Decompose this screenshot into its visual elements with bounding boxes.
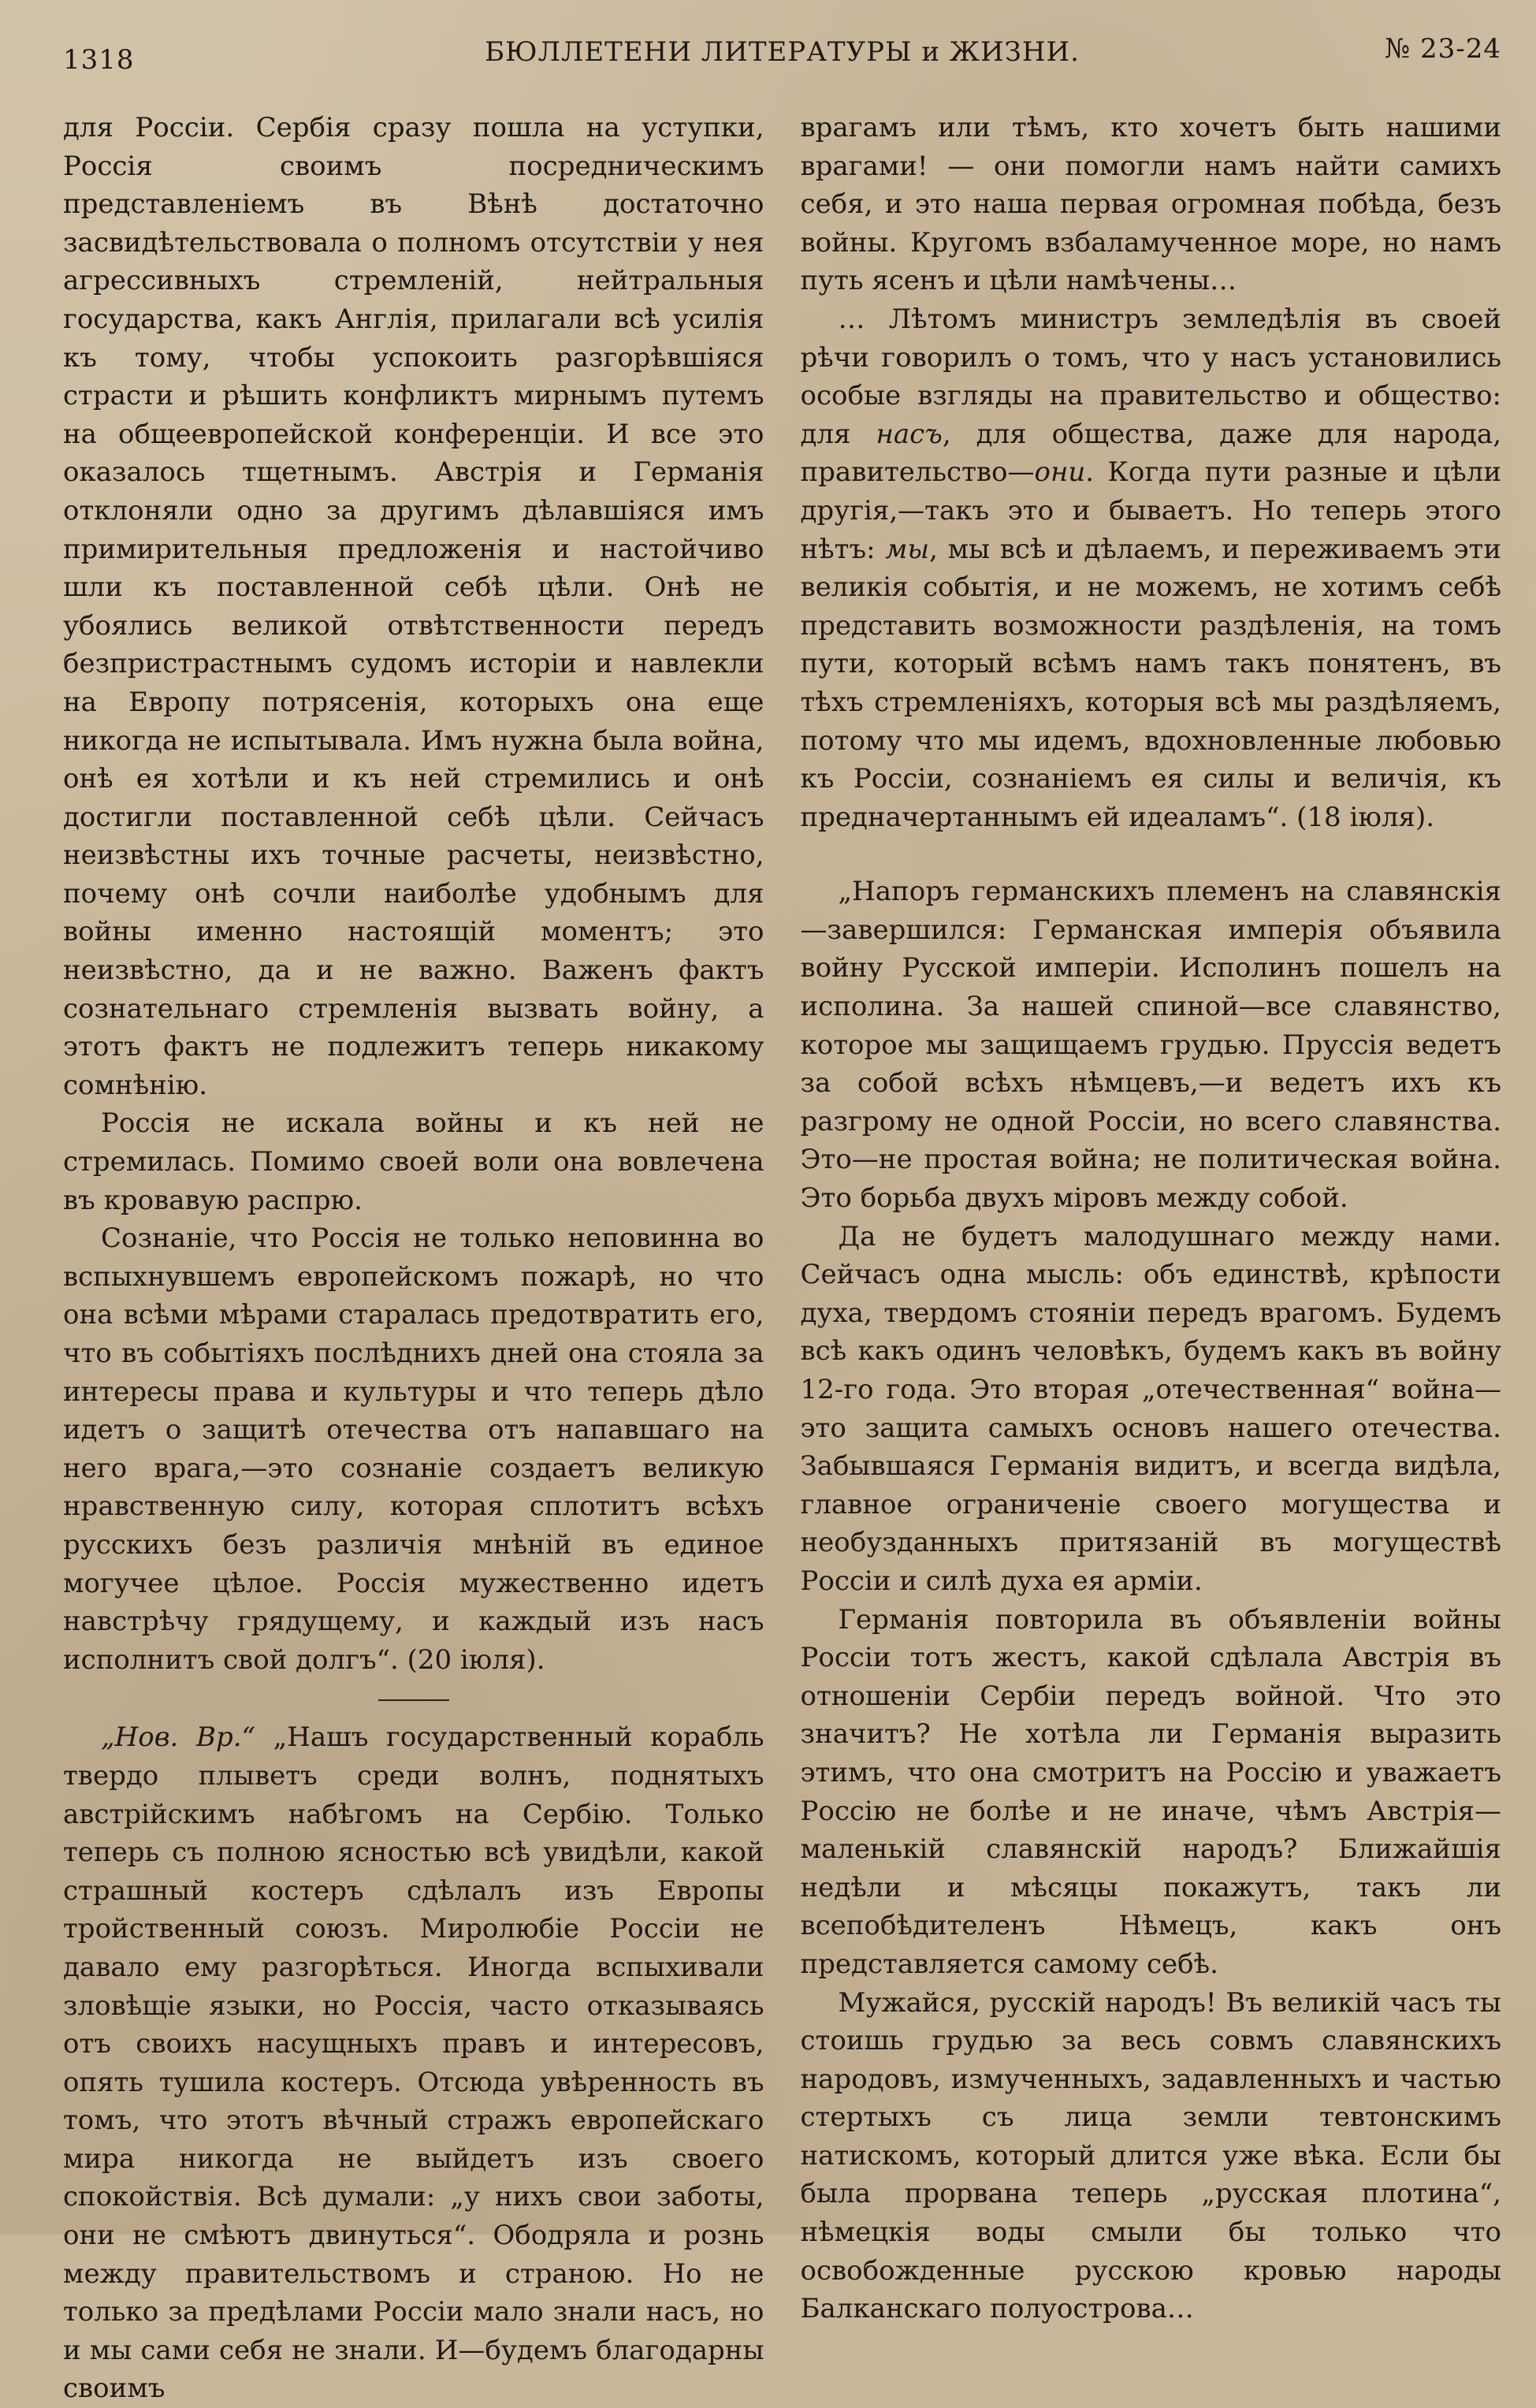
source-label-nov-vr: „Нов. Вр.“ — [101, 1721, 255, 1754]
left-paragraph-2: Россія не искала войны и къ ней не стремилась. Помимо своей воли она вовлечена въ кровавую распрю. — [63, 1107, 764, 1216]
running-head — [63, 30, 1501, 77]
right-paragraph-2 — [801, 300, 1502, 836]
left-paragraph-3: Сознаніе, что Россія не только неповинна во вспыхнувшемъ европейскомъ пожарѣ, но что она всѣми мѣрами старалась предотвратить его, что въ событіяхъ послѣднихъ дней она стояла за интересы права и культуры и что теперь дѣло идетъ о защитѣ отечества отъ напавшаго на него врага,—это сознаніе создаетъ великую нравственную силу, которая сплотитъ всѣхъ русскихъ безъ различія мнѣній въ единое могучее цѣлое. Россія мужественно идетъ навстрѣчу грядущему, и каждый изъ насъ исполнитъ свой долгъ“. (20 іюля). — [63, 1223, 764, 1676]
right-paragraph-6: Мужайся, русскій народъ! Въ великій часъ ты стоишь грудью за весь совмъ славянскихъ народовъ, измученныхъ, задавленныхъ и частью стертыхъ съ лица земли тевтонскимъ натискомъ, который длится уже вѣка. Если бы была прорвана теперь „русская плотина“, нѣмецкія воды смыли бы только что освобожденные русскою кровью народы Балканскаго полуострова… — [800, 1986, 1501, 2325]
left-paragraph-4-text: „Нашъ государственный корабль твердо плыветъ среди волнъ, поднятыхъ австрійскимъ набѣгомъ на Сербію. Только теперь съ полною ясностью всѣ увидѣли, какой страшный костеръ сдѣлалъ изъ Европы тройственный союзъ. Миролюбіе Россіи не давало ему разгорѣться. Иногда вспыхивали зловѣщіе языки, но Россія, часто отказываясь отъ своихъ насущныхъ правъ и интересовъ, опять тушила костеръ. Отсюда увѣренность въ томъ, что этотъ вѣчный стражъ европейскаго мира никогда не выйдетъ изъ своего спокойствія. Всѣ думали: „у нихъ свои заботы, они не смѣютъ двинуться“. Ободряла и рознь между правительствомъ и страною. Но не только за предѣлами Россіи мало знали насъ, но и мы сами себя не знали. И—будемъ благодарны своимъ — [63, 1721, 764, 2405]
right-paragraph-2-part-g: , мы всѣ и дѣлаемъ, и переживаемъ эти великія событія, и не можемъ, не хотимъ себѣ представить возможности раздѣленія, на томъ пути, который всѣмъ намъ такъ понятенъ, въ тѣхъ стремленіяхъ, которыя всѣ мы раздѣляемъ, потому что мы идемъ, вдохновленные любовью къ Россіи, сознаніемъ ея силы и величія, къ предначертаннымъ ей идеаламъ“. (18 іюля). — [800, 533, 1501, 833]
section-divider — [378, 1699, 449, 1701]
issue-number: № 23-24 — [1385, 33, 1501, 65]
left-column — [63, 109, 764, 2408]
right-paragraph-1: врагамъ или тѣмъ, кто хочетъ быть нашими врагами! — они помогли намъ найти самихъ себя, и это наша первая огромная побѣда, безъ войны. Кругомъ взбаламученное море, но намъ путь ясенъ и цѣли намѣчены… — [800, 112, 1501, 297]
right-paragraph-3: „Напоръ германскихъ племенъ на славянскія—завершился: Германская имперія объявила войну Русской имперіи. Исполинъ пошелъ на исполина. За нашей спиной—все славянство, которое мы защищаемъ грудью. Пруссія ведетъ за собой всѣхъ нѣмцевъ,—и ведетъ ихъ къ разгрому не одной Россіи, но всего славянства. Это—не простая война; не политическая война. Это борьба двухъ міровъ между собой. — [800, 876, 1501, 1215]
emphasis-nas: насъ — [876, 418, 943, 450]
right-paragraph-2-part-a: … Лѣтомъ министръ земледѣлія въ своей рѣчи говорилъ о томъ, что у насъ установились особые взгляды на правительство и общество: для — [800, 303, 1501, 450]
right-paragraph-5: Германія повторила въ объявленіи войны Россіи тотъ жестъ, какой сдѣлала Австрія въ отношеніи Сербіи передъ войной. Что это значитъ? Не хотѣла ли Германія выразить этимъ, что она смотритъ на Россію и уважаетъ Россію не болѣе и не иначе, чѣмъ Австрія—маленькій славянскій народъ? Ближайшія недѣли и мѣсяцы покажутъ, такъ ли всепобѣдителенъ Нѣмецъ, какъ онъ представляется самому себѣ. — [800, 1603, 1501, 1980]
page-number: 1318 — [63, 44, 135, 76]
right-paragraph-2-part-e: . Когда пути разные и цѣли другія,—такъ это и бываетъ. Но теперь этого нѣтъ: — [800, 456, 1501, 565]
emphasis-my: мы — [885, 533, 930, 565]
right-column — [801, 109, 1502, 2408]
left-paragraph-1: для Россіи. Сербія сразу пошла на уступки, Россія своимъ посредническимъ представленіемъ въ Вѣнѣ достаточно засвидѣтельствовала о полномъ отсутствіи у нея агрессивныхъ стремленій, нейтральныя государства, какъ Англія, прилагали всѣ усилія къ тому, чтобы успокоить разгорѣвшіяся страсти и рѣшить конфликтъ мирнымъ путемъ на общеевропейской конференціи. И все это оказалось тщетнымъ. Австрія и Германія отклоняли одно за другимъ дѣлавшіяся имъ примирительныя предложенія и настойчиво шли къ поставленной себѣ цѣли. Онѣ не убоялись великой отвѣтственности передъ безпристрастнымъ судомъ исторіи и навлекли на Европу потрясенія, которыхъ она еще никогда не испытывала. Имъ нужна была война, онѣ ея хотѣли и къ ней стремились и онѣ достигли поставленной себѣ цѣли. Сейчасъ неизвѣстны ихъ точные расчеты, неизвѣстно, почему онѣ сочли наиболѣе удобнымъ для войны именно настоящій моментъ; это неизвѣстно, да и не важно. Важенъ фактъ сознательнаго стремленія вызвать войну, а этотъ фактъ не подлежитъ теперь никакому сомнѣнію. — [63, 112, 764, 1101]
journal-title: БЮЛЛЕТЕНИ ЛИТЕРАТУРЫ и ЖИЗНИ. — [485, 36, 1080, 68]
right-paragraph-4: Да не будетъ малодушнаго между нами. Сейчасъ одна мысль: объ единствѣ, крѣпости духа, твердомъ стояніи передъ врагомъ. Будемъ всѣ какъ одинъ человѣкъ, будемъ какъ въ войну 12-го года. Это вторая „отечественная“ война—это защита самыхъ основъ нашего отечества. Забывшаяся Германія видитъ, и всегда видѣла, главное ограниченіе своего могущества и необузданныхъ притязаній въ могуществѣ Россіи и силѣ духа ея арміи. — [800, 1220, 1501, 1597]
emphasis-oni: они — [1034, 456, 1086, 489]
left-paragraph-4 — [63, 1718, 764, 2408]
text-columns — [63, 109, 1501, 2408]
right-paragraph-2-part-c: , для общества, даже для народа, правительство— — [800, 418, 1501, 489]
